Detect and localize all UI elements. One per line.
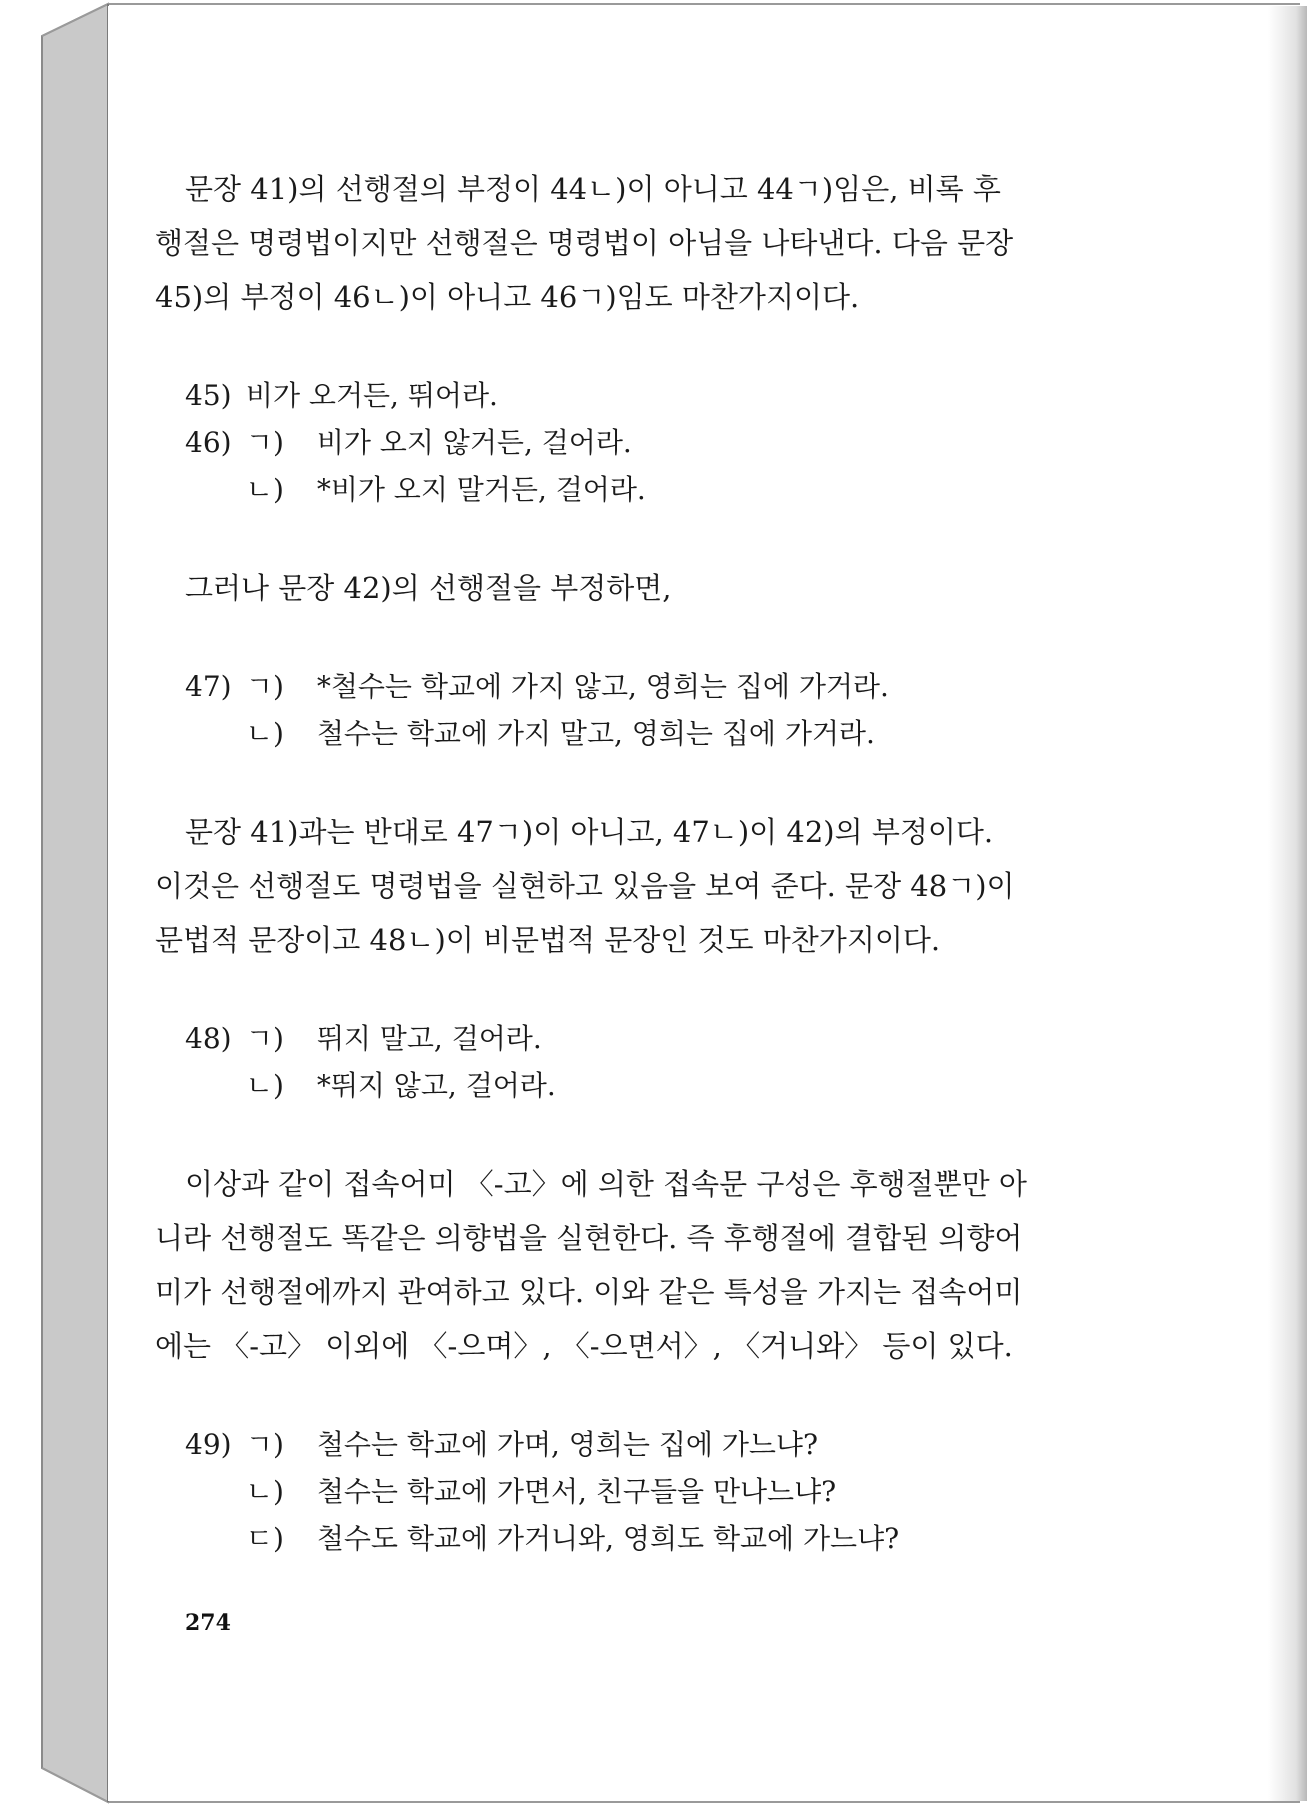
paragraph-line: 문장 41)과는 반대로 47ㄱ)이 아니고, 47ㄴ)이 42)의 부정이다. bbox=[185, 815, 994, 849]
example-text: 철수는 학교에 가지 말고, 영희는 집에 가거라. bbox=[316, 717, 875, 750]
example-line bbox=[155, 372, 1165, 419]
example-number: 48) bbox=[185, 1022, 232, 1055]
example-text: 뛰지 말고, 걸어라. bbox=[316, 1022, 542, 1055]
paragraph-line: 에는 〈-고〉 이외에 〈-으며〉, 〈-으면서〉, 〈거니와〉 등이 있다. bbox=[155, 1329, 1013, 1363]
example-sublabel: ㄴ) bbox=[245, 473, 284, 506]
example-number: 46) bbox=[185, 426, 232, 459]
example-45-46 bbox=[155, 372, 1165, 513]
example-line bbox=[155, 466, 1165, 513]
example-line bbox=[155, 419, 1165, 466]
example-number: 45) bbox=[185, 379, 232, 412]
paragraph-3 bbox=[155, 805, 1165, 967]
example-sublabel: ㄴ) bbox=[245, 1069, 284, 1102]
example-sublabel: ㄴ) bbox=[245, 717, 284, 750]
paragraph-line: 45)의 부정이 46ㄴ)이 아니고 46ㄱ)임도 마찬가지이다. bbox=[155, 280, 860, 314]
example-text: 비가 오거든, 뛰어라. bbox=[245, 379, 498, 412]
example-text: 철수도 학교에 가거니와, 영희도 학교에 가느냐? bbox=[316, 1522, 900, 1555]
example-line bbox=[155, 1062, 1165, 1109]
page-edge-shadow bbox=[1268, 6, 1307, 1801]
example-48 bbox=[155, 1015, 1165, 1109]
example-sublabel: ㄱ) bbox=[245, 1022, 284, 1055]
example-text: 비가 오지 않거든, 걸어라. bbox=[316, 426, 632, 459]
paragraph-line: 문법적 문장이고 48ㄴ)이 비문법적 문장인 것도 마찬가지이다. bbox=[155, 923, 941, 957]
example-sublabel: ㄷ) bbox=[245, 1522, 284, 1555]
example-number: 49) bbox=[185, 1428, 232, 1461]
paragraph-line: 행절은 명령법이지만 선행절은 명령법이 아님을 나타낸다. 다음 문장 bbox=[155, 226, 1014, 260]
example-47 bbox=[155, 663, 1165, 757]
page-number: 274 bbox=[185, 1610, 231, 1636]
example-text: 철수는 학교에 가면서, 친구들을 만나느냐? bbox=[316, 1475, 837, 1508]
example-text: *비가 오지 말거든, 걸어라. bbox=[316, 473, 646, 506]
example-text: *철수는 학교에 가지 않고, 영희는 집에 가거라. bbox=[316, 670, 889, 703]
example-line bbox=[155, 1421, 1165, 1468]
example-line bbox=[155, 710, 1165, 757]
paragraph-line: 이상과 같이 접속어미 〈-고〉에 의한 접속문 구성은 후행절뿐만 아 bbox=[185, 1167, 1027, 1201]
example-sublabel: ㄴ) bbox=[245, 1475, 284, 1508]
paragraph-line: 그러나 문장 42)의 선행절을 부정하면, bbox=[185, 571, 672, 605]
example-line bbox=[155, 1515, 1165, 1562]
example-line bbox=[155, 663, 1165, 710]
example-text: 철수는 학교에 가며, 영희는 집에 가느냐? bbox=[316, 1428, 818, 1461]
paragraph-1 bbox=[155, 162, 1165, 324]
example-sublabel: ㄱ) bbox=[245, 670, 284, 703]
example-49 bbox=[155, 1421, 1165, 1562]
example-text: *뛰지 않고, 걸어라. bbox=[316, 1069, 556, 1102]
paragraph-line: 이것은 선행절도 명령법을 실현하고 있음을 보여 준다. 문장 48ㄱ)이 bbox=[155, 869, 1015, 903]
paragraph-2 bbox=[155, 561, 1165, 615]
paragraph-line: 니라 선행절도 똑같은 의향법을 실현한다. 즉 후행절에 결합된 의향어 bbox=[155, 1221, 1023, 1255]
example-number: 47) bbox=[185, 670, 232, 703]
example-sublabel: ㄱ) bbox=[245, 1428, 284, 1461]
paragraph-line: 미가 선행절에까지 관여하고 있다. 이와 같은 특성을 가지는 접속어미 bbox=[155, 1275, 1023, 1309]
page-content bbox=[155, 162, 1165, 1562]
example-sublabel: ㄱ) bbox=[245, 426, 284, 459]
book-left-face bbox=[42, 4, 108, 1802]
paragraph-4 bbox=[155, 1157, 1165, 1373]
example-line bbox=[155, 1468, 1165, 1515]
paragraph-line: 문장 41)의 선행절의 부정이 44ㄴ)이 아니고 44ㄱ)임은, 비록 후 bbox=[185, 172, 1001, 206]
example-line bbox=[155, 1015, 1165, 1062]
